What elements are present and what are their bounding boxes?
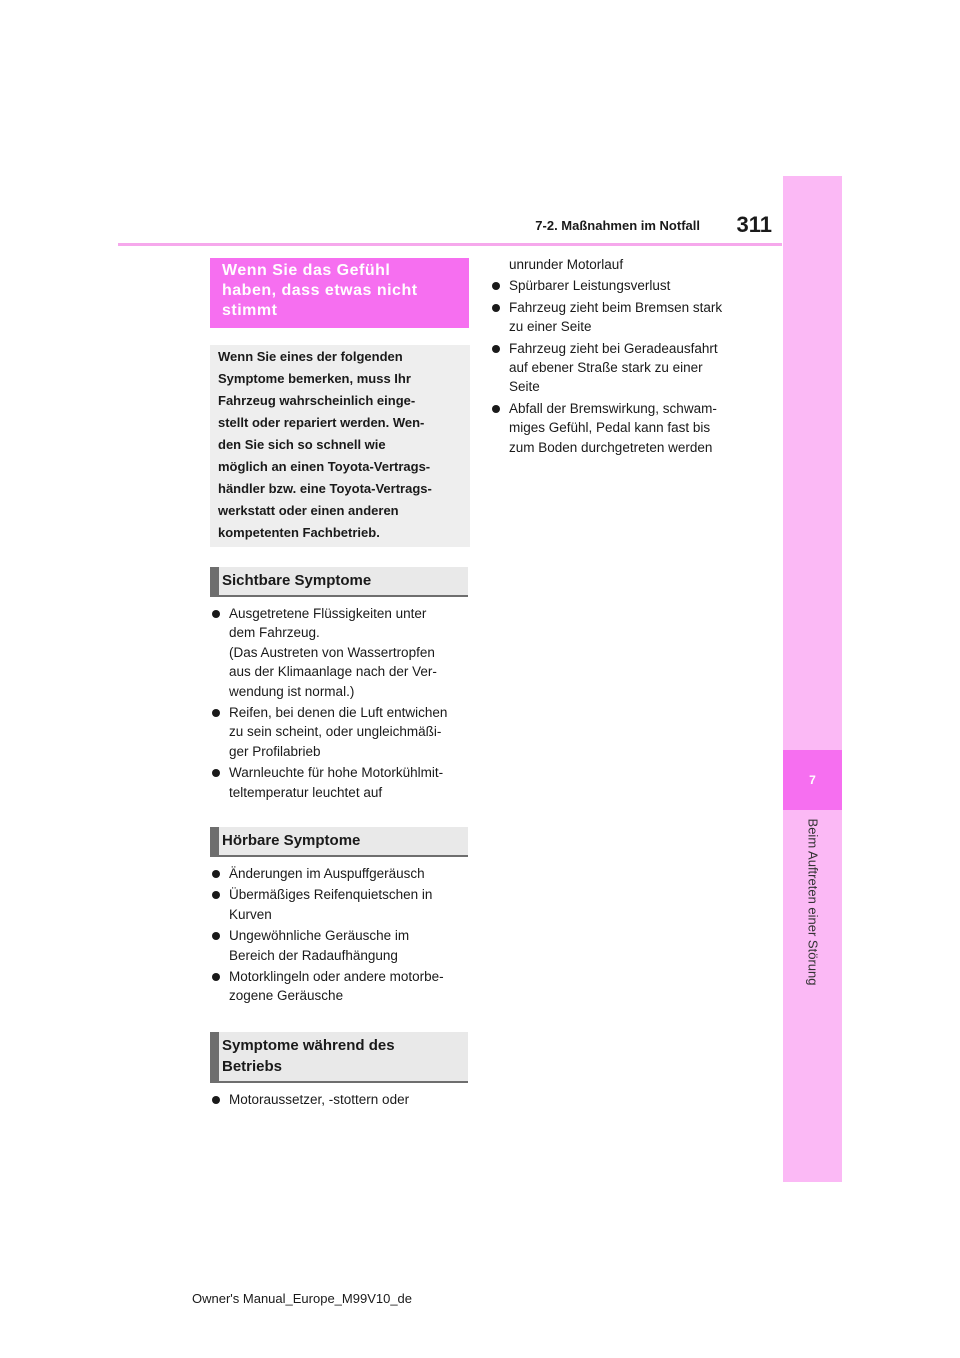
list-item-line: unrunder Motorlauf (509, 257, 624, 272)
list-item (210, 1090, 470, 1109)
list-item-line: dem Fahrzeug. (229, 625, 320, 641)
list-item-line: Ungewöhnliche Geräusche im (229, 928, 410, 944)
list-item-line: zu sein scheint, oder ungleichmäßi- (229, 724, 442, 740)
intro-notice-line: händler bzw. eine Toyota-Vertrags- (218, 481, 432, 496)
list-item (490, 298, 760, 337)
list-item-line: zu einer Seite (509, 319, 592, 335)
list-item (490, 276, 760, 295)
list-item-line: ger Profilabrieb (229, 743, 321, 759)
list-item-line: Änderungen im Auspuffgeräusch (229, 866, 425, 881)
visible-symptoms-heading-text: Sichtbare Symptome (222, 572, 372, 589)
intro-notice-box (210, 345, 470, 547)
intro-notice-line: stellt oder repariert werden. Wen- (218, 415, 425, 430)
intro-notice-line: Symptome bemerken, muss Ihr (218, 371, 411, 386)
list-item-line: Übermäßiges Reifenquietschen in (229, 887, 433, 903)
operating-symptoms-heading-line: Symptome während des (222, 1037, 395, 1054)
list-item (210, 885, 470, 924)
intro-notice-line: möglich an einen Toyota-Vertrags- (218, 459, 431, 474)
chapter-side-tab (783, 176, 842, 1182)
list-item-line: Fahrzeug zieht beim Bremsen stark (509, 299, 723, 315)
operating-symptoms-heading (210, 1032, 468, 1083)
list-item (210, 967, 470, 1006)
list-item-line: wendung ist normal.) (229, 683, 355, 699)
list-item-line: Motoraussetzer, -stottern oder (229, 1092, 410, 1107)
list-item-line: auf ebener Straße stark zu einer (509, 360, 703, 376)
list-item-line: Spürbarer Leistungsverlust (509, 278, 671, 294)
visible-symptoms-heading (210, 567, 468, 597)
list-item-line: zum Boden durchgetreten werden (509, 439, 713, 455)
list-item (490, 255, 760, 274)
section-title: 7-2. Maßnahmen im Notfall (535, 218, 700, 233)
intro-notice-line: Wenn Sie eines der folgenden (218, 349, 403, 364)
intro-notice-line: kompetenten Fachbetrieb. (218, 525, 380, 540)
footer-text: Owner's Manual_Europe_M99V10_de (192, 1291, 413, 1306)
audible-symptoms-heading (210, 827, 468, 857)
intro-notice-line: Fahrzeug wahrscheinlich einge- (218, 393, 416, 408)
chapter-number-tab[interactable] (783, 750, 842, 810)
list-item-line: Fahrzeug zieht bei Geradeausfahrt (509, 340, 718, 356)
list-item-line: (Das Austreten von Wassertropfen (229, 644, 435, 660)
list-item-line: zogene Geräusche (229, 988, 344, 1004)
list-item (210, 926, 470, 965)
chapter-number: 7 (809, 773, 816, 787)
list-item (210, 763, 470, 802)
header-divider (118, 243, 782, 246)
list-item-line: teltemperatur leuchtet auf (229, 784, 383, 800)
intro-notice-line: werkstatt oder einen anderen (218, 503, 399, 518)
intro-heading-line: stimmt (222, 302, 278, 319)
list-item (210, 864, 470, 883)
list-item-line: aus der Klimaanlage nach der Ver- (229, 664, 437, 680)
operating-symptoms-list-continued (490, 255, 760, 459)
list-item-line: Motorklingeln oder andere motorbe- (229, 969, 444, 985)
chapter-label: Beim Auftreten einer Störung (805, 818, 821, 986)
list-item-line: Warnleuchte für hohe Motorkühlmit- (229, 765, 444, 781)
intro-heading-line: haben, dass etwas nicht (222, 282, 418, 299)
audible-symptoms-list (210, 864, 470, 1008)
page-number: 311 (736, 212, 772, 237)
intro-heading (210, 258, 469, 328)
intro-heading-line: Wenn Sie das Gefühl (222, 262, 391, 279)
list-item-line: Reifen, bei denen die Luft entwichen (229, 705, 448, 721)
list-item (490, 339, 760, 397)
audible-symptoms-heading-text: Hörbare Symptome (222, 832, 361, 849)
list-item-line: Bereich der Radaufhängung (229, 947, 398, 963)
list-item (210, 703, 470, 761)
operating-symptoms-heading-line: Betriebs (222, 1058, 283, 1075)
list-item-line: Seite (509, 379, 540, 395)
list-item-line: Ausgetretene Flüssigkeiten unter (229, 606, 427, 621)
list-item (490, 399, 760, 457)
list-item (210, 604, 470, 701)
list-item-line: Abfall der Bremswirkung, schwam- (509, 400, 717, 416)
list-item-line: miges Gefühl, Pedal kann fast bis (509, 420, 711, 436)
list-item-line: Kurven (229, 906, 272, 922)
intro-notice-line: den Sie sich so schnell wie (218, 437, 386, 452)
visible-symptoms-list (210, 604, 470, 804)
operating-symptoms-list (210, 1090, 470, 1111)
